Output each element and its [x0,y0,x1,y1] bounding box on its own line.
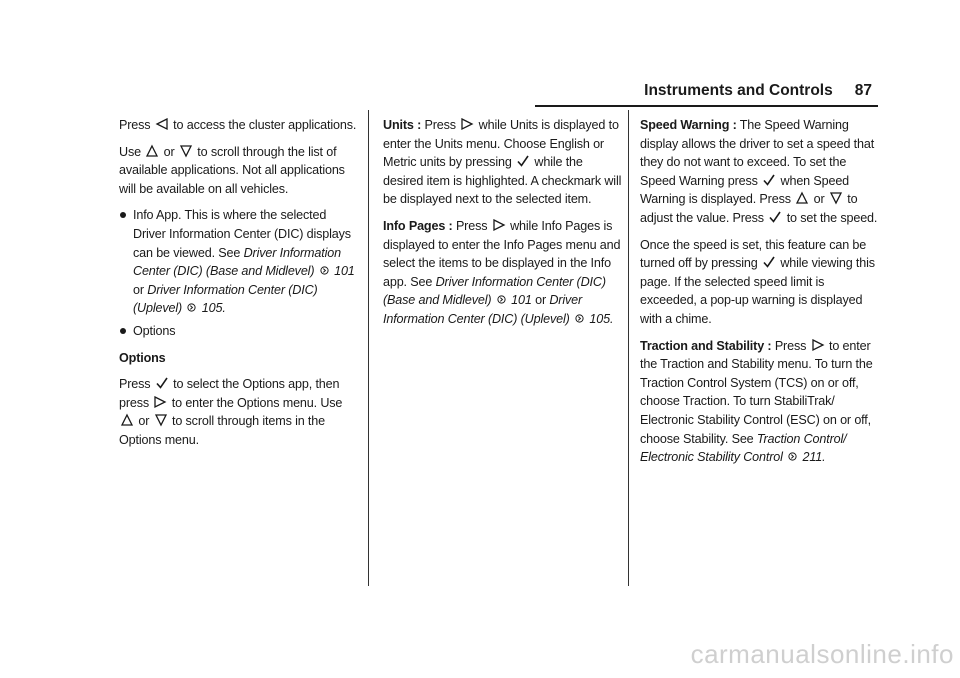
triangle-down-icon [179,144,193,158]
cross-reference-link[interactable]: Driver Information Center (DIC) (Uplevel) [133,282,318,316]
paragraph: Press to access the cluster applications. [119,118,357,132]
triangle-up-icon [145,144,159,158]
page-reference[interactable]: 105. [589,311,614,326]
column-divider [368,110,369,586]
watermark: carmanualsonline.info [690,639,954,669]
paragraph: Speed Warning : The Speed Warning display allows the driver to set a speed that they do not want to exceed. To set the Speed Warning press when Speed Warning is displayed. Press or to adjust the value. Press to set the speed. [640,118,878,225]
cross-reference-link[interactable]: Driver Information Center (DIC) (Uplevel) [383,293,583,326]
bullet-icon [120,328,126,334]
section-title: Instruments and Controls [644,82,833,99]
page-reference[interactable]: 101 [334,264,355,279]
page-reference-icon [788,452,797,461]
list-item: Info App. This is where the selected Driver Information Center (DIC) displays can be viewed. See Driver Information Center (DIC) (Base and Midlevel) 101 or Driver Information Center (DIC) (Uplevel) 105. [119,206,361,318]
paragraph: Use or to scroll through the list of available applications. Not all applications will be available on all vehicles. [119,144,345,196]
bullet-list [119,206,361,340]
triangle-up-icon [120,413,134,427]
cross-reference-link[interactable]: Driver Information Center (DIC) (Base and Midlevel) [133,245,341,279]
checkmark-icon [762,255,776,269]
paragraph: Press to select the Options app, then press to enter the Options menu. Use or to scroll through items in the Options menu. [119,377,343,447]
term-label: Speed Warning : [640,118,737,132]
list-item: Options [119,322,361,341]
page-header [644,82,872,100]
cross-reference-link[interactable]: Traction Control/ Electronic Stability Control [640,431,847,465]
page-number: 87 [854,82,872,99]
page-reference[interactable]: 101 [511,293,532,308]
term-label: Info Pages : [383,218,453,233]
triangle-down-icon [829,191,843,205]
triangle-left-icon [155,117,169,131]
header-rule [535,105,878,107]
checkmark-icon [768,210,782,224]
column-middle [383,116,625,337]
triangle-right-icon [811,338,825,352]
triangle-right-icon [460,117,474,131]
triangle-up-icon [795,191,809,205]
checkmark-icon [762,173,776,187]
checkmark-icon [155,376,169,390]
paragraph: Units : Press while Units is displayed to enter the Units menu. Choose English or Metric units by pressing while the desired item is highlighted. A checkmark will be displayed next to the selected item. [383,118,622,207]
page-reference[interactable]: 105. [201,301,226,316]
checkmark-icon [516,154,530,168]
page-reference-icon [187,303,196,312]
column-right [640,116,882,475]
term-label: Traction and Stability : [640,338,772,353]
triangle-right-icon [153,395,167,409]
paragraph: Traction and Stability : Press to enter the Traction and Stability menu. To turn the Traction Control System (TCS) on or off, choose Traction. To turn StabiliTrak/ Electronic Stability Control (ESC) on or off, choose Stability. See Traction Control/ Electronic Stability Control 211. [640,338,873,465]
bullet-icon [120,212,126,218]
page-reference[interactable]: 211. [802,450,826,465]
cross-reference-link[interactable]: Driver Information Center (DIC) (Base and Midlevel) [383,274,606,308]
subheading: Options [119,350,166,365]
triangle-right-icon [492,218,506,232]
page-reference-icon [320,266,329,275]
term-label: Units : [383,118,422,132]
column-divider [628,110,629,586]
page-reference-icon [575,314,584,323]
paragraph: Once the speed is set, this feature can be turned off by pressing while viewing this page. If the selected speed limit is exceeded, a pop-up warning is displayed with a chime. [640,237,875,326]
column-left [119,116,361,458]
paragraph: Info Pages : Press while Info Pages is displayed to enter the Info Pages menu and select the items to be displayed in the Info app. See Driver Information Center (DIC) (Base and Midlevel) 101 or Driver Information Center (DIC) (Uplevel) 105. [383,218,621,326]
page-reference-icon [497,295,506,304]
triangle-down-icon [154,413,168,427]
